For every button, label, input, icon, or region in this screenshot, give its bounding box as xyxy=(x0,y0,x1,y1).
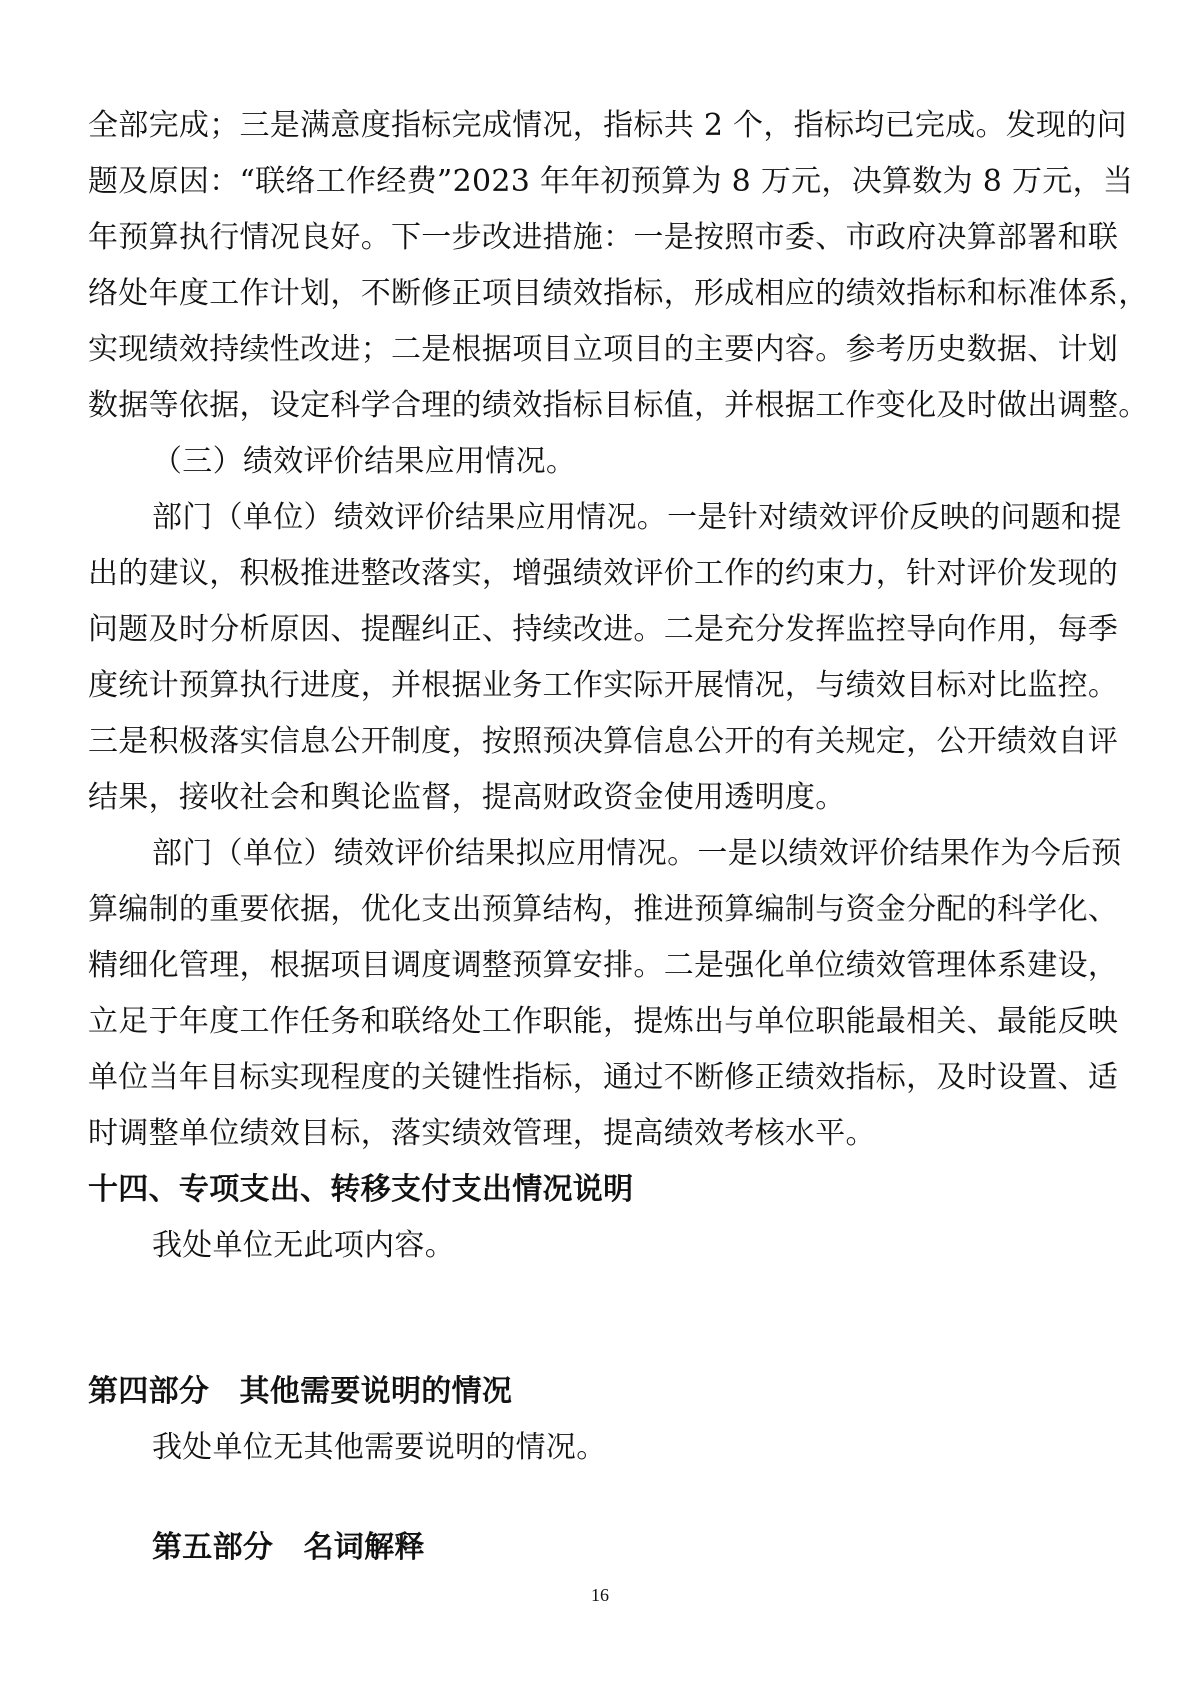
section-body: 我处单位无此项内容。 xyxy=(152,1228,455,1263)
paragraph-line: 全部完成；三是满意度指标完成情况，指标共 2 个，指标均已完成。发现的问 xyxy=(88,108,1127,143)
part-heading: 第五部分 名词解释 xyxy=(152,1530,425,1565)
section-heading: 十四、专项支出、转移支付支出情况说明 xyxy=(88,1172,634,1207)
part-heading: 第四部分 其他需要说明的情况 xyxy=(88,1374,513,1409)
paragraph-line: 部门（单位）绩效评价结果拟应用情况。一是以绩效评价结果作为今后预 xyxy=(152,836,1122,871)
paragraph-line: 精细化管理，根据项目调度调整预算安排。二是强化单位绩效管理体系建设， xyxy=(88,948,1119,983)
paragraph-line: 单位当年目标实现程度的关键性指标，通过不断修正绩效指标，及时设置、适 xyxy=(88,1060,1119,1095)
paragraph-line: 实现绩效持续性改进；二是根据项目立项目的主要内容。参考历史数据、计划 xyxy=(88,332,1119,367)
paragraph-line: 数据等依据，设定科学合理的绩效指标目标值，并根据工作变化及时做出调整。 xyxy=(88,388,1149,423)
paragraph-line: 结果，接收社会和舆论监督，提高财政资金使用透明度。 xyxy=(88,780,846,815)
subsection-title: （三）绩效评价结果应用情况。 xyxy=(152,444,577,479)
paragraph-line: 部门（单位）绩效评价结果应用情况。一是针对绩效评价反映的问题和提 xyxy=(152,500,1122,535)
text-block xyxy=(88,98,1149,1274)
paragraph-line: 算编制的重要依据，优化支出预算结构，推进预算编制与资金分配的科学化、 xyxy=(88,892,1119,927)
paragraph-line: 络处年度工作计划，不断修正项目绩效指标，形成相应的绩效指标和标准体系， xyxy=(88,276,1149,311)
part-body: 我处单位无其他需要说明的情况。 xyxy=(152,1430,607,1465)
paragraph-line: 出的建议，积极推进整改落实，增强绩效评价工作的约束力，针对评价发现的 xyxy=(88,556,1119,591)
paragraph-line: 立足于年度工作任务和联络处工作职能，提炼出与单位职能最相关、最能反映 xyxy=(88,1004,1119,1039)
page-number: 16 xyxy=(591,1585,609,1605)
paragraph-line: 时调整单位绩效目标，落实绩效管理，提高绩效考核水平。 xyxy=(88,1116,876,1151)
part-five xyxy=(88,1520,1138,1576)
paragraph-line: 年预算执行情况良好。下一步改进措施：一是按照市委、市政府决算部署和联 xyxy=(88,220,1119,255)
paragraph-line: 问题及时分析原因、提醒纠正、持续改进。二是充分发挥监控导向作用，每季 xyxy=(88,612,1119,647)
paragraph-line: 三是积极落实信息公开制度，按照预决算信息公开的有关规定，公开绩效自评 xyxy=(88,724,1119,759)
part-four xyxy=(88,1364,1138,1476)
paragraph-line: 题及原因：“联络工作经费”2023 年年初预算为 8 万元，决算数为 8 万元，当 xyxy=(88,164,1134,199)
paragraph-line: 度统计预算执行进度，并根据业务工作实际开展情况，与绩效目标对比监控。 xyxy=(88,668,1119,703)
